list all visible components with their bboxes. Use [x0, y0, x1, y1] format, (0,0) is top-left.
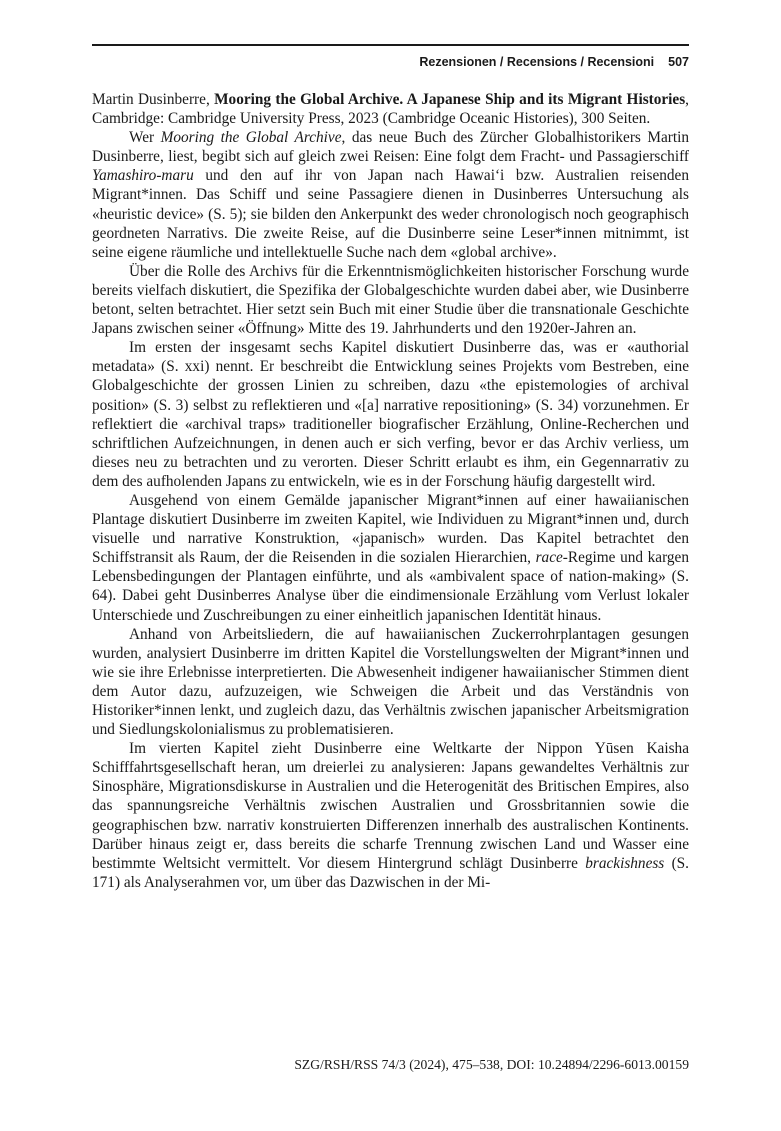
paragraph-archive: Über die Rolle des Archivs für die Erkenntnismöglichkeiten historischer Forschung wurde bereits vielfach diskutiert, die Spezifika der Globalgeschichte wurden dabei aber, wie Dusinberre betont, selten betrachtet. Hier setzt sein Buch mit einer Studie über die transnationale Geschichte Japans zwischen seiner «Öffnung» Mitte des 19. Jahrhunderts und den 1920er-Jahren an.: [92, 262, 689, 338]
paragraph-intro: [92, 128, 689, 262]
running-head-title: Rezensionen / Recensions / Recensioni: [419, 55, 655, 69]
book-author: Martin Dusinberre,: [92, 91, 215, 108]
book-title: Mooring the Global Archive. A Japanese Ship and its Migrant Histories: [214, 91, 686, 108]
paragraph-chapter-1: Im ersten der insgesamt sechs Kapitel diskutiert Dusinberre das, was er «authorial metadata» (S. xxi) nennt. Er beschreibt die Entwicklung seines Projekts vom Bestreben, eine Globalgeschichte der grossen Linien zu schreiben, dazu «the epistemologies of archival position» (S. 3) selbst zu reflektieren und «[a] narrative repositioning» (S. 34) vorzunehmen. Er reflektiert die «archival traps» traditioneller biografischer Erzählung, Online-Recherchen und schriftlichen Aufzeichnungen, in denen auch er sich verfing, bevor er das Archiv verliess, um dieses neu zu betrachten und zu verorten. Dieser Schritt erlaubt es ihm, ein Gegennarrativ zu dem des aufholenden Japans zu entwickeln, wie es in der Forschung häufig dargestellt wird.: [92, 339, 689, 490]
italic-run: race: [535, 549, 563, 567]
italic-run: Mooring the Global Archive: [160, 129, 342, 147]
journal-citation-footer: SZG/RSH/RSS 74/3 (2024), 475–538, DOI: 10.24894/2296-6013.00159: [294, 1057, 689, 1072]
paragraph-chapter-4: [92, 739, 689, 892]
paragraph-chapter-3: Anhand von Arbeitsliedern, die auf hawaiianischen Zuckerrohrplantagen gesungen wurden, analysiert Dusinberre im dritten Kapitel die Vorstellungswelten der Migrant*innen und wie sie ihre Erlebnisse interpretierten. Die Abwesenheit indigener hawaiianischer Stimmen dient dem Autor dazu, aufzuzeigen, wie Schweigen die Arbeit und das Verständnis von Historiker*innen lenkt, und zugleich dazu, das Verhältnis zwischen japanischer Arbeitsmigration und Siedlungskolonialismus zu problematisieren.: [92, 625, 689, 739]
text-run: Wer: [129, 129, 161, 147]
text-run: Im vierten Kapitel zieht Dusinberre eine Weltkarte der Nippon Yūsen Kaisha Schifffahrtsgesellschaft heran, um dreierlei zu analysieren: Japans gewandeltes Verhältnis zur Sinosphäre, Migrationsdiskurse in Australien und die Heterogenität des Britischen Empires, also das spannungsreiche Verhältnis zwischen Australien und Grossbritannien sowie die geographischen bzw. narrativ konstruierten Differenzen innerhalb des australischen Kontinents. Darüber hinaus zeigt er, dass bereits die scharfe Trennung zwischen Land und Wasser eine bestimmte Weltsicht vermittelt. Vor diesem Hintergrund schlägt Dusinberre: [92, 740, 689, 872]
book-reference: [92, 90, 689, 128]
italic-run: Yamashiro-maru: [92, 167, 194, 185]
page-number: 507: [668, 55, 689, 69]
text-run: (S. 171) als Analyserahmen vor, um über das Dazwischen in der Mi-: [92, 854, 689, 891]
review-body: [92, 90, 689, 892]
text-run: Ausgehend von einem Gemälde japanischer Migrant*innen auf einer hawaiianischen Plantage diskutiert Dusinberre im zweiten Kapitel, wie Individuen zu Migrant*innen und, durch visuelle und narrative Konstruktion, «japanisch» wurden. Das Kapitel betrachtet den Schiffstransit als Raum, der die Reisenden in die sozialen Hierarchien,: [92, 491, 689, 567]
text-run: , das neue Buch des Zürcher Globalhistorikers Martin Dusinberre, liest, begibt sich auf gleich zwei Reisen: Eine folgt dem Fracht- und Passagierschiff: [92, 129, 689, 166]
italic-run: brackishness: [585, 854, 665, 872]
publisher-info: , Cambridge: Cambridge University Press, 2023 (Cambridge Oceanic Histories), 300 Seiten.: [92, 91, 689, 128]
running-header: [92, 44, 689, 70]
text-run: und den auf ihr von Japan nach Hawai‘i bzw. Australien reisenden Migrant*innen. Das Schiff und seine Passagiere dienen in Dusinberres Untersuchung als «heuristic device» (S. 5); sie bilden den Ankerpunkt des weder chronologisch noch geographisch geordneten Narrativs. Die zweite Reise, auf die Dusinberre seine Leser*innen mitnimmt, ist seine eigene räumliche und intellektuelle Suche nach dem «global archive».: [92, 167, 689, 261]
text-run: -Regime und kargen Lebensbedingungen der Plantagen einführte, und als «ambivalent space of nation-making» (S. 64). Dabei geht Dusinberres Analyse über die eindimensionale Erzählung vom Verlust lokaler Unterschiede und Zuschreibungen zu einer einheitlich japanischen Identität hinaus.: [92, 549, 689, 624]
paragraph-chapter-2: [92, 491, 689, 625]
